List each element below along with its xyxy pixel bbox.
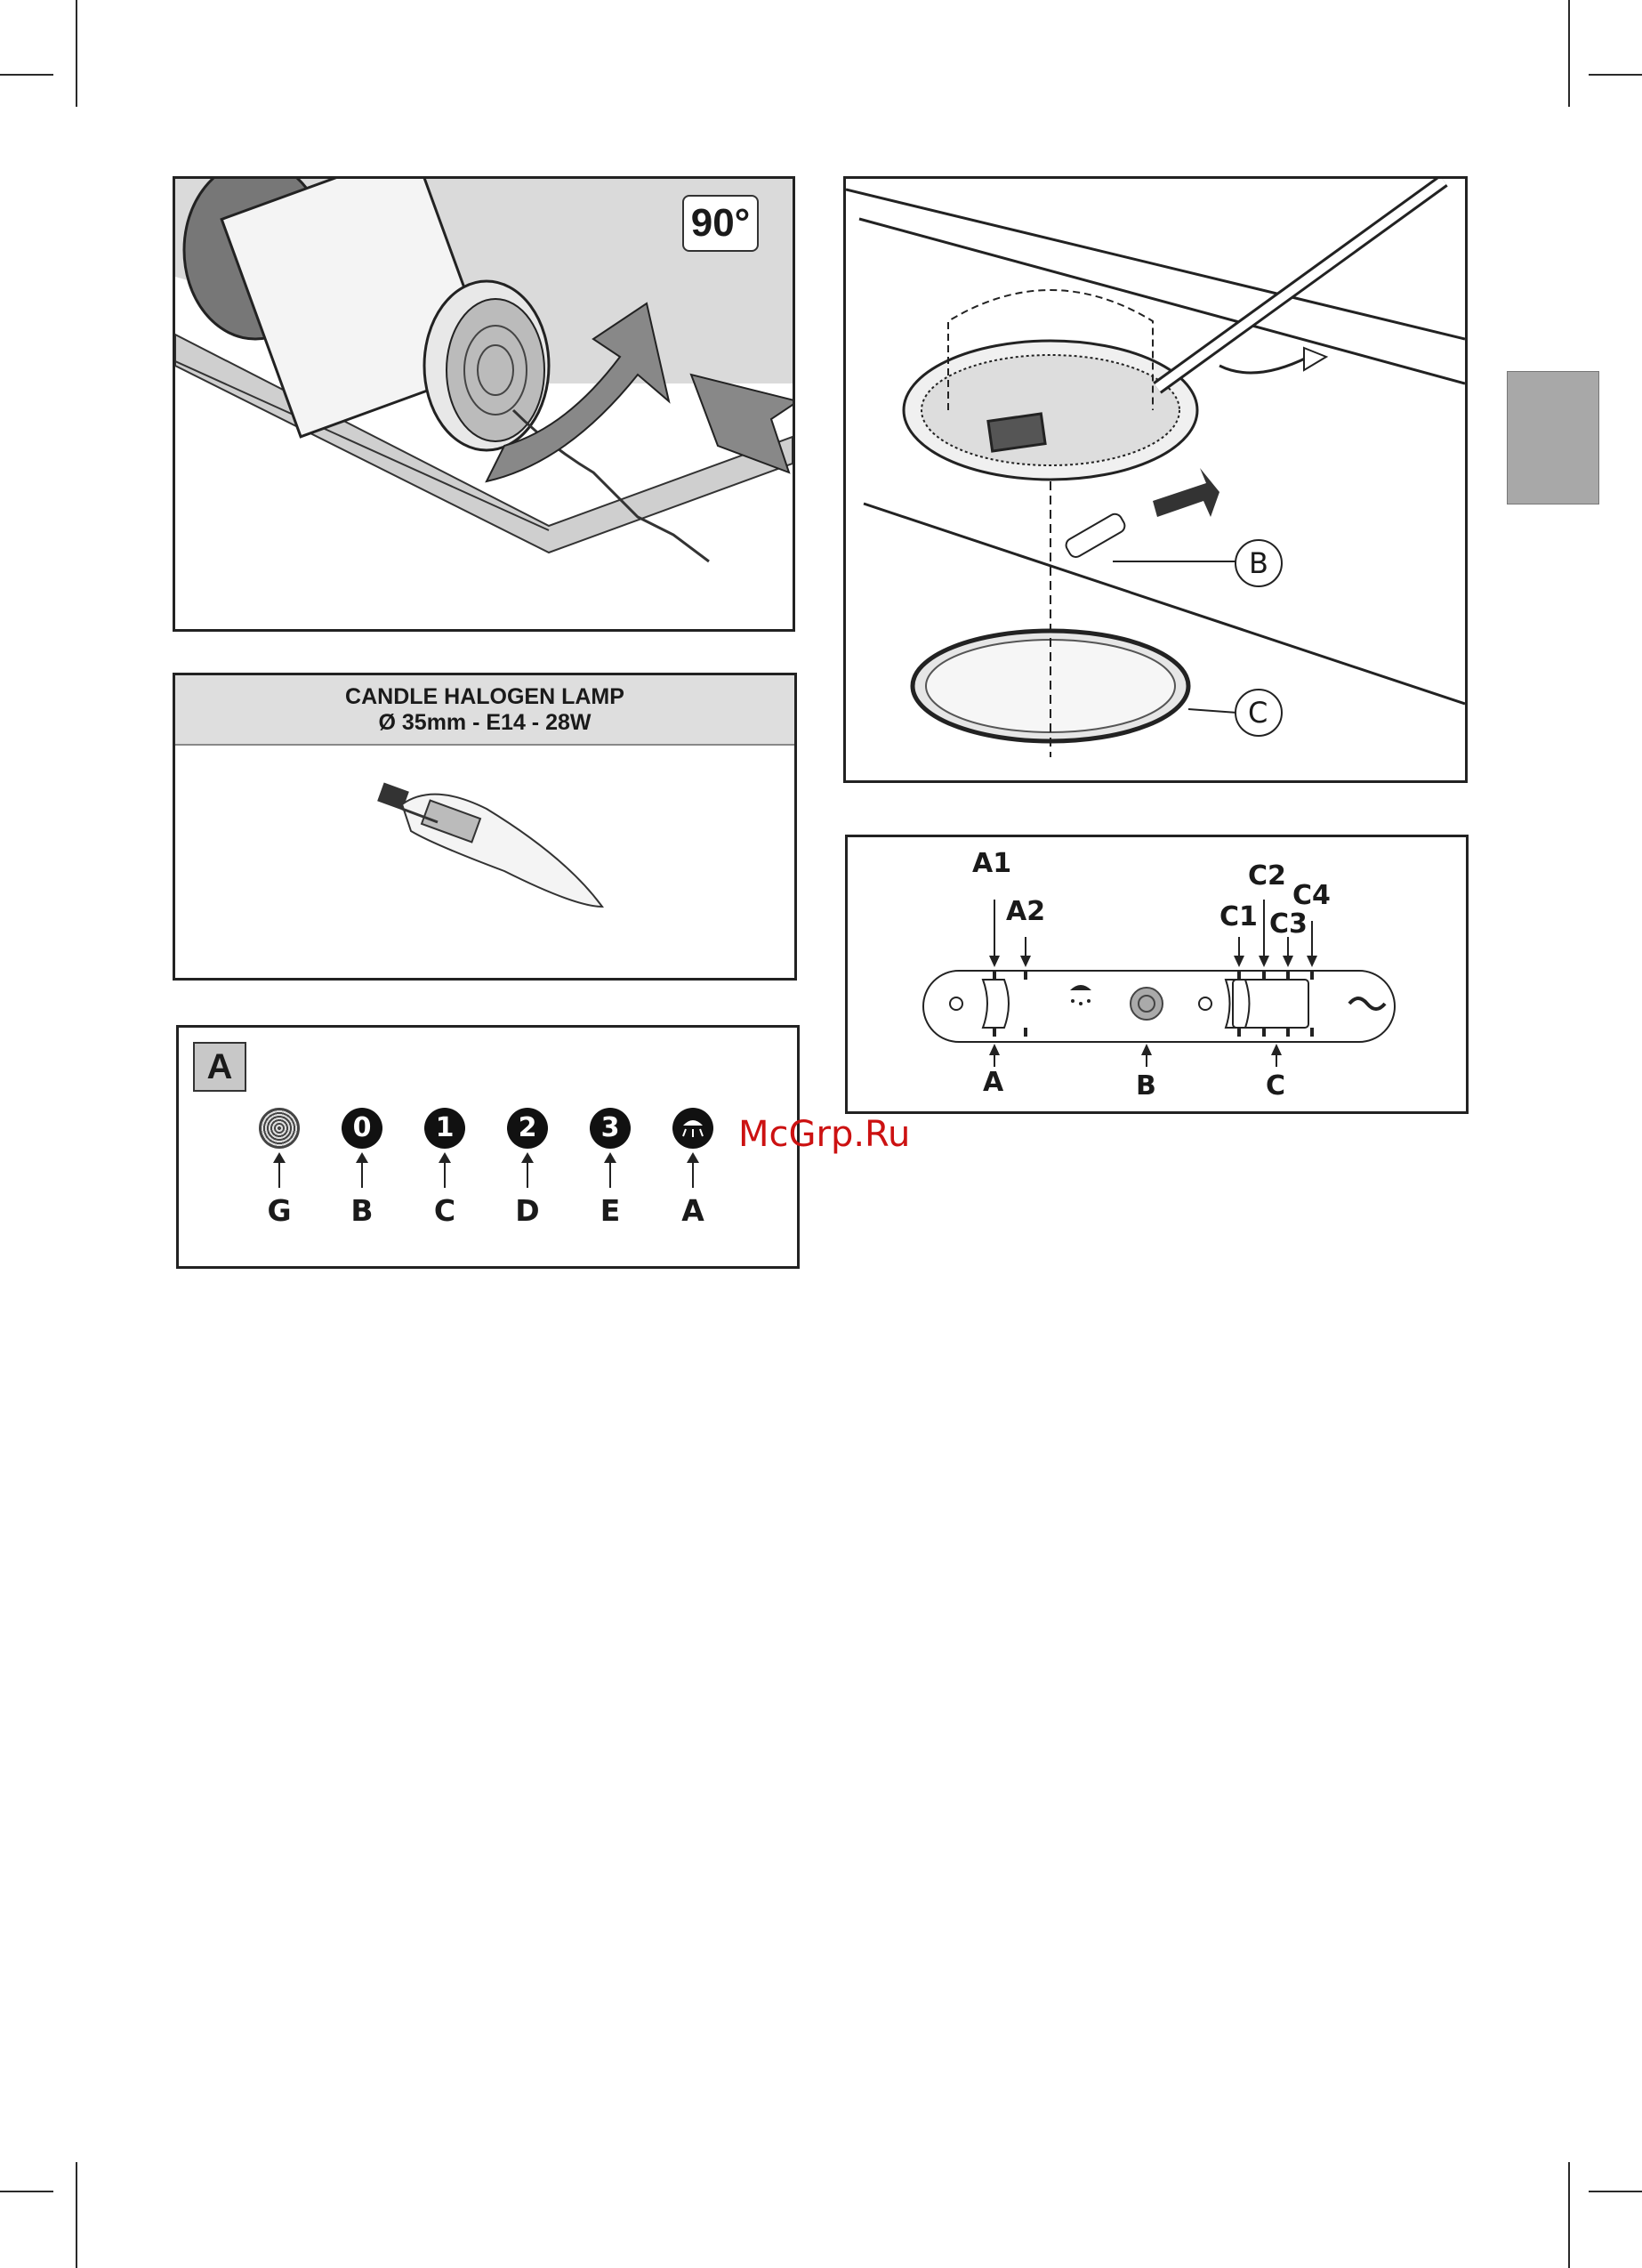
button-label: D bbox=[515, 1193, 540, 1228]
lamp-type-title: CANDLE HALOGEN LAMP bbox=[345, 684, 624, 709]
crop-mark bbox=[76, 2162, 77, 2268]
crop-mark bbox=[1589, 2191, 1642, 2192]
label-c2: C2 bbox=[1248, 860, 1286, 892]
label-c: C bbox=[1266, 1070, 1286, 1102]
arrow-up-icon bbox=[527, 1161, 528, 1188]
label-a1: A1 bbox=[972, 848, 1012, 879]
halogen-lamp-icon[interactable] bbox=[259, 1108, 300, 1149]
arrow-up-icon bbox=[444, 1161, 446, 1188]
candle-lamp-icon bbox=[362, 773, 629, 951]
rotation-angle-badge: 90° bbox=[682, 195, 759, 252]
label-c4: C4 bbox=[1292, 880, 1331, 911]
light-button-icon[interactable] bbox=[672, 1108, 713, 1149]
cover-removal-figure bbox=[843, 176, 1468, 783]
zero-button-icon[interactable]: 0 bbox=[342, 1108, 382, 1149]
lamp-rotation-figure bbox=[173, 176, 795, 632]
button-label: B bbox=[350, 1193, 374, 1228]
arrow-up-icon bbox=[361, 1161, 363, 1188]
arrow-up-icon bbox=[278, 1161, 280, 1188]
crop-mark bbox=[0, 2191, 53, 2192]
label-c1: C1 bbox=[1219, 901, 1258, 932]
crop-mark bbox=[1568, 2162, 1570, 2268]
crop-mark bbox=[1589, 74, 1642, 76]
watermark: McGrp.Ru bbox=[738, 1114, 911, 1155]
crop-mark bbox=[1568, 0, 1570, 107]
control-panel-b bbox=[845, 835, 1469, 1114]
crop-mark bbox=[0, 74, 53, 76]
label-b: B bbox=[1136, 1070, 1156, 1102]
fig2-label-b: B bbox=[1249, 546, 1268, 580]
button-label: G bbox=[267, 1193, 292, 1228]
cover-removal-illustration bbox=[846, 179, 1465, 780]
panel-a-badge: A bbox=[193, 1042, 246, 1092]
lamp-spec-header bbox=[175, 675, 794, 746]
crop-mark bbox=[76, 0, 77, 107]
three-button-icon[interactable]: 3 bbox=[590, 1108, 631, 1149]
halogen-lamp-spec-box bbox=[173, 673, 797, 981]
control-panel-a bbox=[176, 1025, 800, 1269]
button-label: C bbox=[433, 1193, 456, 1228]
button-label: A bbox=[681, 1193, 704, 1228]
control-panel-b-illustration bbox=[848, 837, 1466, 1111]
arrow-up-icon bbox=[692, 1161, 694, 1188]
label-a: A bbox=[983, 1067, 1004, 1098]
one-button-icon[interactable]: 1 bbox=[424, 1108, 465, 1149]
label-c3: C3 bbox=[1269, 908, 1308, 940]
section-side-tab bbox=[1507, 371, 1599, 504]
two-button-icon[interactable]: 2 bbox=[507, 1108, 548, 1149]
label-a2: A2 bbox=[1006, 896, 1046, 927]
lamp-spec-subtitle: Ø 35mm - E14 - 28W bbox=[378, 710, 592, 735]
fig2-label-c: C bbox=[1248, 696, 1268, 730]
arrow-up-icon bbox=[609, 1161, 611, 1188]
button-label: E bbox=[600, 1193, 621, 1228]
